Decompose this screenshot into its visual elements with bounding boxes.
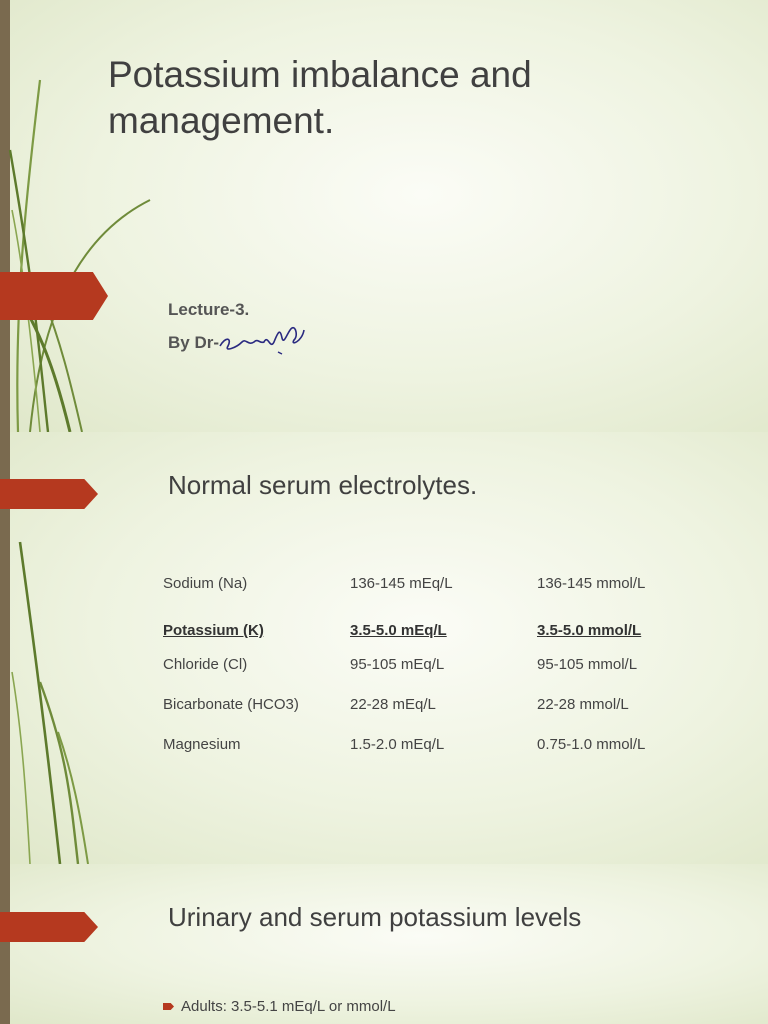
electrolyte-mmol: 0.75-1.0 mmol/L — [537, 736, 646, 753]
table-row — [163, 736, 723, 760]
list-item — [163, 998, 396, 1015]
lecture-label: Lecture-3. — [168, 300, 250, 319]
slide-arrow-marker — [0, 479, 98, 509]
electrolyte-name: Potassium (K) — [163, 622, 264, 639]
section-heading: Urinary and serum potassium levels — [168, 902, 582, 932]
slide-arrow-marker — [0, 912, 98, 942]
electrolyte-mmol: 136-145 mmol/L — [537, 575, 646, 592]
title-line-1: Potassium imbalance and — [108, 54, 532, 95]
slide-potassium-levels — [0, 864, 768, 1024]
section-heading: Normal serum electrolytes. — [168, 470, 478, 500]
table-row — [163, 622, 723, 646]
slide-title — [0, 0, 768, 432]
slide-arrow-marker — [0, 272, 108, 320]
electrolyte-name: Bicarbonate (HCO3) — [163, 696, 299, 713]
electrolyte-meq: 95-105 mEq/L — [350, 656, 445, 673]
electrolyte-mmol: 22-28 mmol/L — [537, 696, 629, 713]
bullet-text: Adults: 3.5-5.1 mEq/L or mmol/L — [181, 998, 396, 1015]
title-line-2: management. — [108, 100, 335, 141]
author-label: By Dr- — [168, 333, 220, 352]
slide-left-bar — [0, 864, 10, 1024]
table-row — [163, 696, 723, 720]
electrolyte-name: Magnesium — [163, 736, 241, 753]
electrolyte-meq: 3.5-5.0 mEq/L — [350, 622, 447, 639]
electrolyte-name: Sodium (Na) — [163, 575, 248, 592]
table-row — [163, 575, 723, 599]
electrolyte-name: Chloride (Cl) — [163, 656, 248, 673]
page-title — [108, 52, 708, 144]
signature-handwritten — [218, 316, 308, 356]
electrolyte-mmol: 95-105 mmol/L — [537, 656, 638, 673]
arrow-bullet-icon — [163, 1003, 174, 1010]
electrolyte-mmol: 3.5-5.0 mmol/L — [537, 622, 642, 639]
slide-electrolytes — [0, 432, 768, 864]
electrolyte-meq: 1.5-2.0 mEq/L — [350, 736, 445, 753]
electrolyte-meq: 22-28 mEq/L — [350, 696, 436, 713]
electrolyte-meq: 136-145 mEq/L — [350, 575, 453, 592]
table-row — [163, 656, 723, 680]
